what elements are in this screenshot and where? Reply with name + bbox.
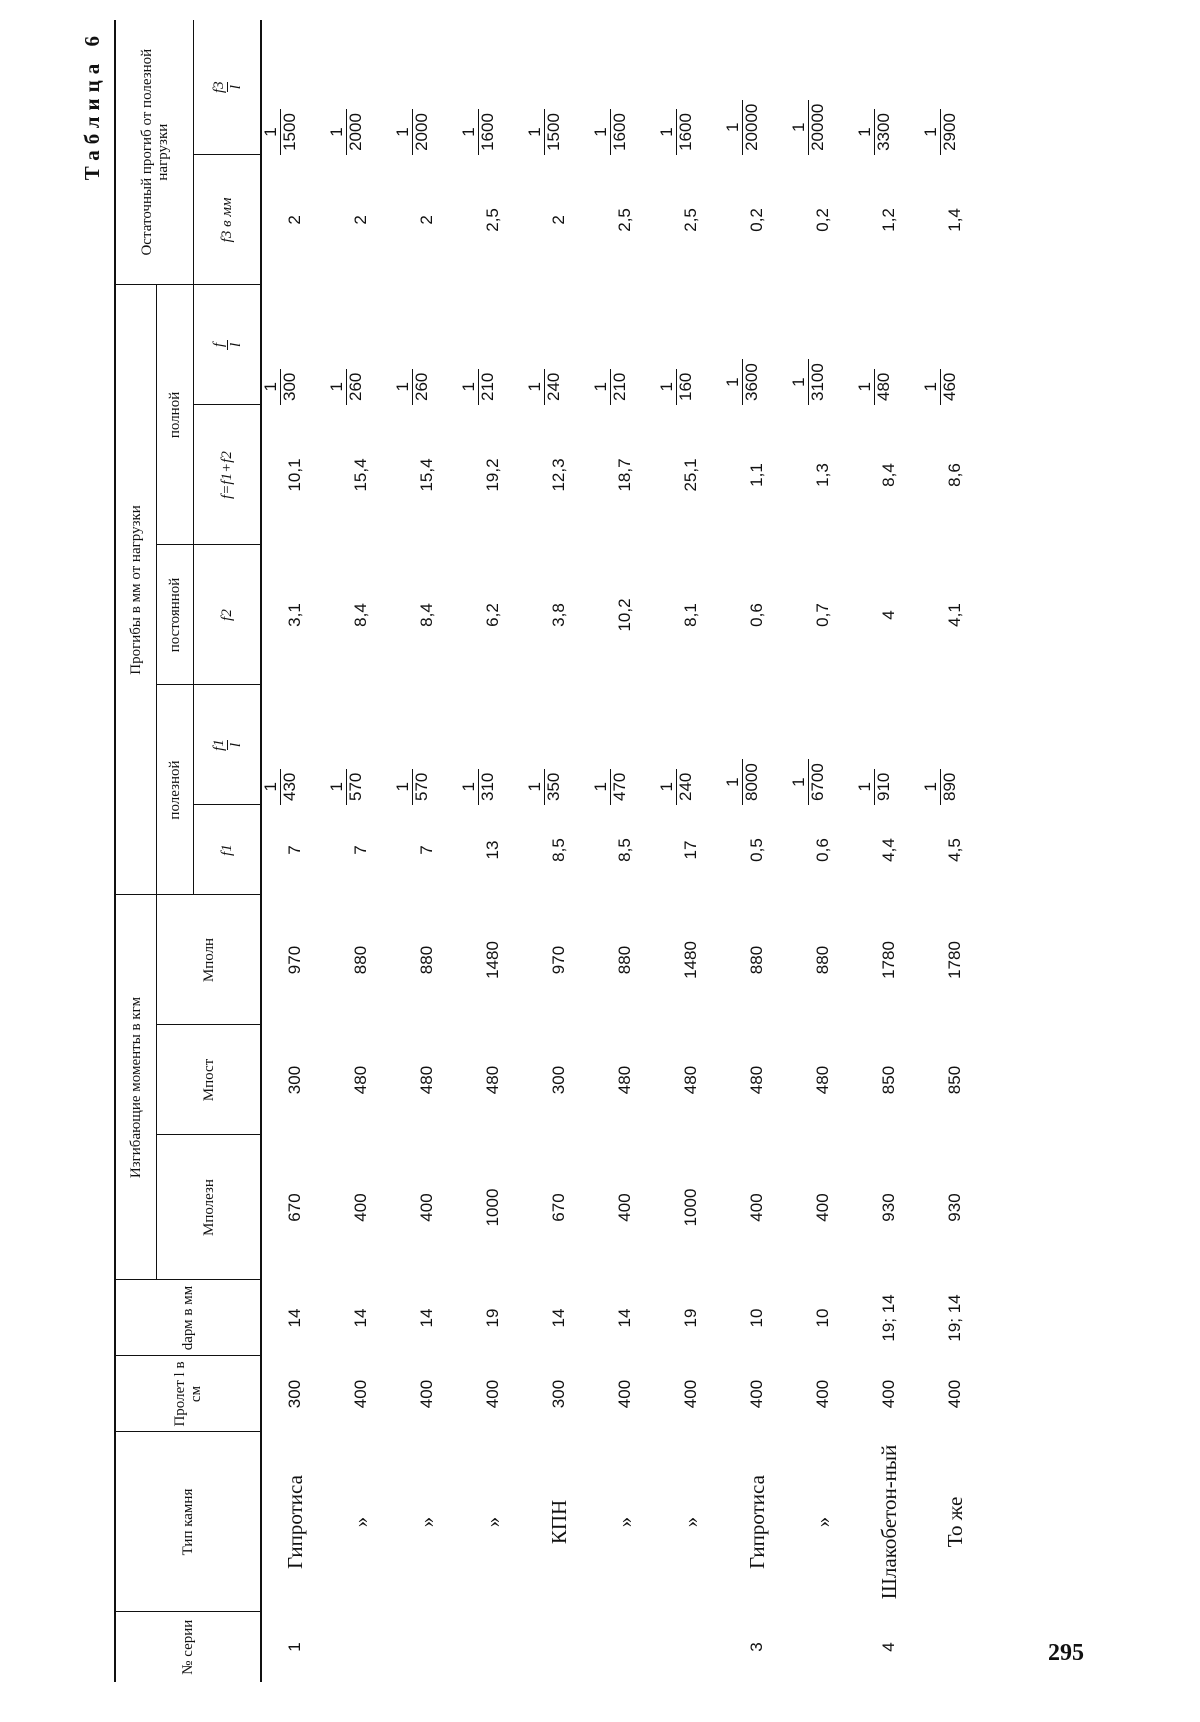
header-f3: f3 в мм xyxy=(194,155,262,285)
cell-d: 14 xyxy=(285,1308,304,1328)
cell-mf: 970 xyxy=(549,945,568,975)
header-stone-type: Тип камня xyxy=(115,1432,261,1612)
cell-f1: 4,5 xyxy=(945,838,964,862)
cell-type: » xyxy=(810,1516,835,1528)
cell-f2: 0,7 xyxy=(813,603,832,627)
cell-fl: 1 460 xyxy=(922,369,988,405)
cell-f3l: 1 2000 xyxy=(328,109,394,155)
cell-fl: 1 3600 xyxy=(724,359,790,405)
cell-f2: 8,1 xyxy=(681,603,700,627)
page-number: 295 xyxy=(1048,1640,1084,1666)
cell-mu: 400 xyxy=(351,1193,370,1222)
cell-mf: 880 xyxy=(747,945,766,975)
cell-d: 14 xyxy=(615,1308,634,1328)
cell-f: 15,4 xyxy=(417,458,436,492)
cell-f3: 2,5 xyxy=(483,208,502,232)
header-reinforcement: dарм в мм xyxy=(115,1280,261,1356)
header-deflection-group: Прогибы в мм от нагрузки xyxy=(115,285,157,895)
cell-fl: 1 260 xyxy=(328,369,394,405)
cell-mc: 300 xyxy=(285,1065,304,1095)
cell-f3l: 1 1600 xyxy=(658,109,724,155)
cell-f1: 4,4 xyxy=(879,838,898,862)
cell-f3l: 1 20000 xyxy=(724,100,790,155)
cell-span: 400 xyxy=(879,1379,898,1409)
cell-f: 25,1 xyxy=(681,458,700,492)
cell-f3l: 1 20000 xyxy=(790,100,856,155)
cell-mu: 400 xyxy=(747,1193,766,1222)
cell-f2: 0,6 xyxy=(747,603,766,627)
cell-f: 8,4 xyxy=(879,463,898,487)
cell-span: 300 xyxy=(549,1379,568,1409)
cell-f3: 2 xyxy=(549,215,568,225)
cell-mu: 400 xyxy=(615,1193,634,1222)
cell-f: 19,2 xyxy=(483,458,502,492)
cell-d: 14 xyxy=(549,1308,568,1328)
cell-f: 12,3 xyxy=(549,458,568,492)
header-useful-group: полезной xyxy=(157,685,194,895)
header-f-over-l: f l xyxy=(194,285,262,405)
cell-f1: 8,5 xyxy=(615,838,634,862)
cell-mc: 300 xyxy=(549,1065,568,1095)
table-row xyxy=(658,20,724,1682)
cell-type: Шлакобетон-ный xyxy=(876,1444,901,1600)
cell-span: 400 xyxy=(945,1379,964,1409)
cell-f1l: 1 430 xyxy=(262,769,328,805)
cell-series xyxy=(922,1612,988,1682)
cell-type: » xyxy=(612,1516,637,1528)
cell-mu: 670 xyxy=(285,1193,304,1222)
cell-fl: 1 240 xyxy=(526,369,592,405)
cell-f1l: 1 8000 xyxy=(724,759,790,805)
cell-mf: 880 xyxy=(417,945,436,975)
cell-series xyxy=(460,1612,526,1682)
cell-series xyxy=(526,1612,592,1682)
cell-f3: 0,2 xyxy=(813,208,832,232)
cell-f1l: 1 570 xyxy=(328,769,394,805)
header-series: № серии xyxy=(115,1612,261,1682)
cell-mf: 1480 xyxy=(681,941,700,979)
cell-d: 19 xyxy=(483,1308,502,1328)
cell-span: 400 xyxy=(483,1379,502,1409)
cell-mc: 850 xyxy=(879,1065,898,1095)
cell-mc: 480 xyxy=(747,1065,766,1095)
cell-f3: 2 xyxy=(285,215,304,225)
cell-d: 14 xyxy=(417,1308,436,1328)
cell-f3l: 1 2900 xyxy=(922,109,988,155)
table-row xyxy=(724,20,790,1682)
cell-f: 8,6 xyxy=(945,463,964,487)
cell-mu: 1000 xyxy=(483,1188,502,1227)
cell-f1l: 1 890 xyxy=(922,769,988,805)
cell-d: 10 xyxy=(813,1308,832,1328)
cell-f2: 8,4 xyxy=(417,603,436,627)
cell-type: » xyxy=(348,1516,373,1528)
cell-mu: 1000 xyxy=(681,1188,700,1227)
cell-fl: 1 300 xyxy=(262,369,328,405)
cell-f1: 7 xyxy=(417,845,436,855)
cell-series xyxy=(592,1612,658,1682)
cell-fl: 1 260 xyxy=(394,369,460,405)
data-table xyxy=(114,20,988,1682)
header-residual-group: Остаточный прогиб от полезной нагрузки xyxy=(115,20,194,285)
cell-f: 10,1 xyxy=(285,458,304,492)
header-f2: f2 xyxy=(194,545,262,685)
cell-fl: 1 210 xyxy=(460,369,526,405)
table-row xyxy=(856,20,922,1682)
cell-f3: 0,2 xyxy=(747,208,766,232)
cell-mf: 1780 xyxy=(879,941,898,979)
cell-mf: 970 xyxy=(285,945,304,975)
cell-mu: 400 xyxy=(813,1193,832,1222)
cell-series: 3 xyxy=(747,1642,766,1652)
cell-f3: 2,5 xyxy=(615,208,634,232)
cell-f1: 0,5 xyxy=(747,838,766,862)
cell-mc: 480 xyxy=(681,1065,700,1095)
cell-type: » xyxy=(678,1516,703,1528)
header-m-useful: Mполезн xyxy=(157,1135,262,1280)
cell-series: 4 xyxy=(879,1642,898,1652)
cell-mc: 480 xyxy=(417,1065,436,1095)
cell-f1: 7 xyxy=(351,845,370,855)
cell-f1l: 1 6700 xyxy=(790,759,856,805)
header-f-sum: f=f1+f2 xyxy=(194,405,262,545)
cell-d: 19; 14 xyxy=(879,1294,898,1342)
cell-fl: 1 210 xyxy=(592,369,658,405)
cell-f1l: 1 350 xyxy=(526,769,592,805)
cell-f3: 2 xyxy=(351,215,370,225)
cell-f3: 2 xyxy=(417,215,436,225)
cell-f1l: 1 240 xyxy=(658,769,724,805)
cell-fl: 1 480 xyxy=(856,369,922,405)
cell-span: 400 xyxy=(681,1379,700,1409)
cell-mf: 1480 xyxy=(483,941,502,979)
table-row xyxy=(394,20,460,1682)
header-const-group: постоянной xyxy=(157,545,194,685)
cell-type: КПН xyxy=(546,1499,571,1545)
cell-mf: 880 xyxy=(351,945,370,975)
cell-series xyxy=(328,1612,394,1682)
cell-f1: 13 xyxy=(483,840,502,860)
cell-mf: 1780 xyxy=(945,941,964,979)
table-row xyxy=(592,20,658,1682)
cell-fl: 1 3100 xyxy=(790,359,856,405)
cell-span: 400 xyxy=(351,1379,370,1409)
cell-series: 1 xyxy=(285,1642,304,1652)
cell-type: То же xyxy=(942,1496,967,1548)
cell-mc: 480 xyxy=(351,1065,370,1095)
cell-f2: 4,1 xyxy=(945,603,964,627)
cell-f2: 10,2 xyxy=(615,598,634,632)
cell-f1: 8,5 xyxy=(549,838,568,862)
header-m-const: Mпост xyxy=(157,1025,262,1135)
table-body xyxy=(261,20,988,1682)
cell-f2: 8,4 xyxy=(351,603,370,627)
cell-mu: 930 xyxy=(945,1193,964,1222)
cell-f3l: 1 1500 xyxy=(526,109,592,155)
cell-f2: 4 xyxy=(879,610,898,620)
cell-f2: 3,8 xyxy=(549,603,568,627)
table-row xyxy=(790,20,856,1682)
cell-mc: 480 xyxy=(483,1065,502,1095)
cell-span: 400 xyxy=(813,1379,832,1409)
cell-f3l: 1 1600 xyxy=(592,109,658,155)
cell-mf: 880 xyxy=(615,945,634,975)
cell-f: 18,7 xyxy=(615,458,634,492)
cell-d: 19 xyxy=(681,1308,700,1328)
table-row xyxy=(261,20,328,1682)
cell-mc: 850 xyxy=(945,1065,964,1095)
header-f1-over-l: f1 l xyxy=(194,685,262,805)
cell-f2: 6,2 xyxy=(483,603,502,627)
cell-span: 300 xyxy=(285,1379,304,1409)
header-full-group: полной xyxy=(157,285,194,545)
cell-f1l: 1 910 xyxy=(856,769,922,805)
cell-type: Гипротиса xyxy=(282,1475,307,1569)
cell-f1: 7 xyxy=(285,845,304,855)
cell-type: Гипротиса xyxy=(744,1475,769,1569)
header-f1: f1 xyxy=(194,805,262,895)
cell-span: 400 xyxy=(747,1379,766,1409)
cell-mu: 400 xyxy=(417,1193,436,1222)
cell-span: 400 xyxy=(417,1379,436,1409)
cell-series xyxy=(394,1612,460,1682)
cell-d: 19; 14 xyxy=(945,1294,964,1342)
cell-f3: 1,4 xyxy=(945,208,964,232)
table-row xyxy=(460,20,526,1682)
header-f3-over-l: f3 l xyxy=(194,20,262,155)
cell-f3: 1,2 xyxy=(879,208,898,232)
cell-f3l: 1 2000 xyxy=(394,109,460,155)
cell-mu: 930 xyxy=(879,1193,898,1222)
cell-span: 400 xyxy=(615,1379,634,1409)
header-span: Пролет l в см xyxy=(115,1356,261,1432)
cell-f: 15,4 xyxy=(351,458,370,492)
cell-mf: 880 xyxy=(813,945,832,975)
header-moments-group: Изгибающие моменты в кгм xyxy=(115,895,157,1280)
cell-f3l: 1 1600 xyxy=(460,109,526,155)
table-row xyxy=(922,20,988,1682)
cell-f2: 3,1 xyxy=(285,603,304,627)
cell-d: 14 xyxy=(351,1308,370,1328)
cell-f1: 0,6 xyxy=(813,838,832,862)
table-row xyxy=(526,20,592,1682)
cell-f1: 17 xyxy=(681,840,700,860)
cell-f: 1,3 xyxy=(813,463,832,487)
table-caption: Таблица 6 xyxy=(80,30,104,181)
cell-type: » xyxy=(480,1516,505,1528)
header-m-full: Mполн xyxy=(157,895,262,1025)
cell-f3l: 1 1500 xyxy=(262,109,328,155)
cell-series xyxy=(658,1612,724,1682)
cell-mc: 480 xyxy=(813,1065,832,1095)
cell-mc: 480 xyxy=(615,1065,634,1095)
cell-mu: 670 xyxy=(549,1193,568,1222)
cell-f1l: 1 310 xyxy=(460,769,526,805)
table-row xyxy=(328,20,394,1682)
cell-fl: 1 160 xyxy=(658,369,724,405)
cell-f1l: 1 470 xyxy=(592,769,658,805)
cell-d: 10 xyxy=(747,1308,766,1328)
cell-f1l: 1 570 xyxy=(394,769,460,805)
cell-f3: 2,5 xyxy=(681,208,700,232)
cell-series xyxy=(790,1612,856,1682)
cell-type: » xyxy=(414,1516,439,1528)
cell-f: 1,1 xyxy=(747,463,766,487)
cell-f3l: 1 3300 xyxy=(856,109,922,155)
